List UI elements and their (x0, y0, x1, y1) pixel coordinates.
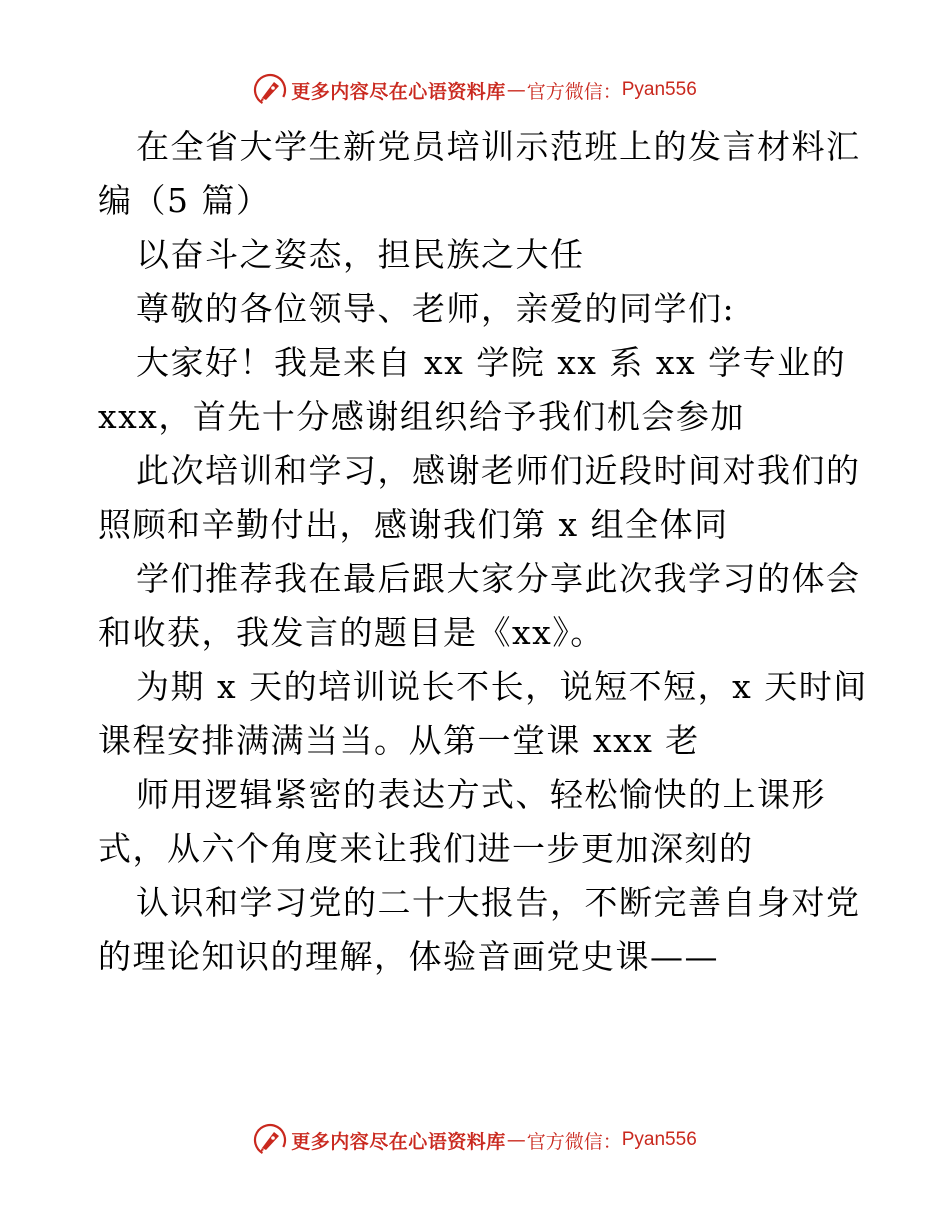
doc-paragraph-line: 为期 x 天的培训说长不长，说短不短，x 天时间 (136, 667, 868, 706)
doc-paragraph-line: 的理论知识的理解，体验音画党史课—— (98, 937, 719, 976)
doc-paragraph-line: 此次培训和学习，感谢老师们近段时间对我们的 (136, 451, 861, 490)
doc-paragraph-line: 师用逻辑紧密的表达方式、轻松愉快的上课形 (136, 775, 826, 814)
document-body (98, 120, 868, 984)
watermark-label: 官方微信： (526, 80, 622, 103)
doc-paragraph-line: 和收获，我发言的题目是《xx》。 (98, 613, 605, 652)
doc-paragraph-line: 照顾和辛勤付出，感谢我们第 x 组全体同 (98, 505, 729, 544)
watermark-main-text: 更多内容尽在心语资料库 (291, 80, 506, 103)
doc-paragraph-line: 认识和学习党的二十大报告，不断完善自身对党 (136, 883, 861, 922)
fountain-pen-nib-icon (253, 73, 287, 107)
watermark-footer (0, 1120, 950, 1160)
doc-paragraph-line: 学们推荐我在最后跟大家分享此次我学习的体会 (136, 559, 861, 598)
watermark-wechat-id: Pyan556 (621, 79, 697, 100)
doc-paragraph-line: 课程安排满满当当。从第一堂课 xxx 老 (98, 721, 700, 760)
watermark-separator: — (506, 79, 526, 101)
watermark-separator: — (506, 1129, 526, 1151)
watermark-main-text: 更多内容尽在心语资料库 (291, 1130, 506, 1153)
watermark-label: 官方微信： (526, 1130, 622, 1153)
doc-subtitle: 以奋斗之姿态，担民族之大任 (136, 235, 585, 274)
doc-salutation: 尊敬的各位领导、老师，亲爱的同学们: (136, 289, 736, 328)
fountain-pen-nib-icon (253, 1123, 287, 1157)
doc-title-line-2: 编（5 篇） (98, 181, 271, 220)
doc-paragraph-line: xxx，首先十分感谢组织给予我们机会参加 (98, 397, 745, 436)
doc-paragraph-line: 大家好！我是来自 xx 学院 xx 系 xx 学专业的 (136, 343, 847, 382)
watermark-wechat-id: Pyan556 (621, 1129, 697, 1150)
doc-title-line-1: 在全省大学生新党员培训示范班上的发言材料汇 (136, 127, 861, 166)
doc-paragraph-line: 式，从六个角度来让我们进一步更加深刻的 (98, 829, 754, 868)
watermark-header (0, 70, 950, 110)
